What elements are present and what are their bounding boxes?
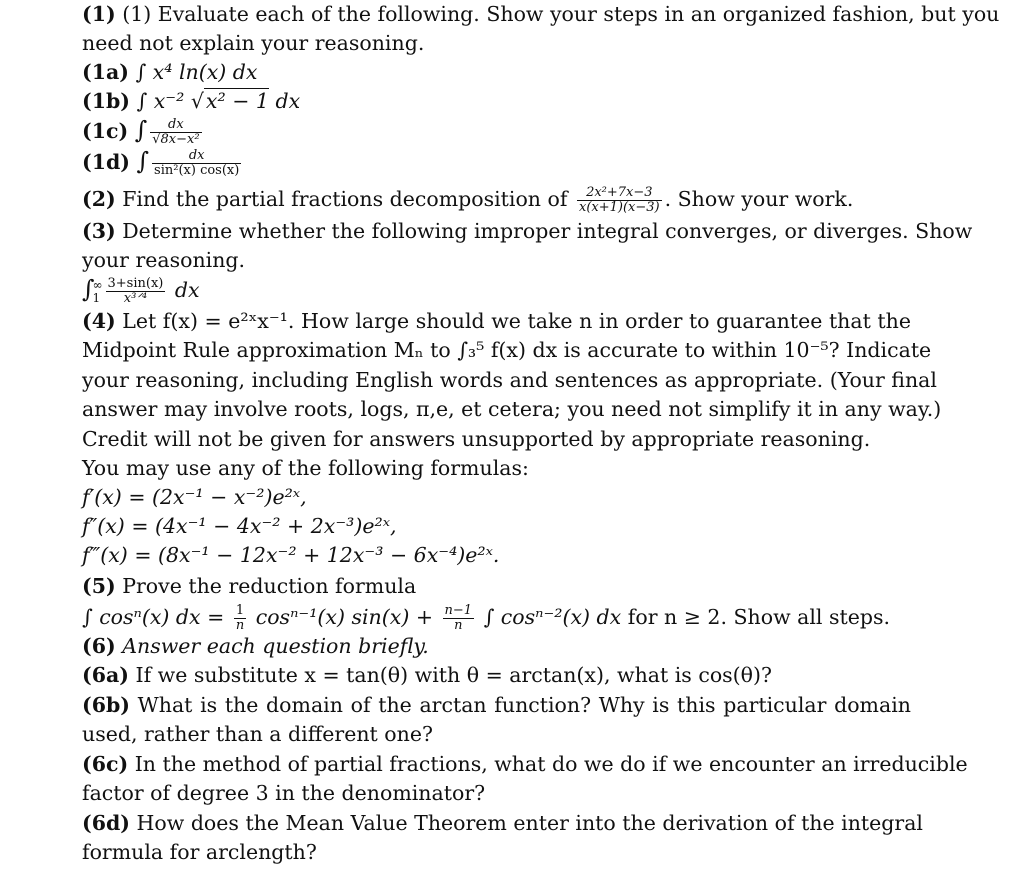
q3-numerator: 3+sin(x) [107, 276, 164, 291]
q1-intro-line1 [82, 2, 1000, 26]
integral-sign: ∫ [136, 147, 150, 175]
q5-formula-b: cosⁿ⁻¹(x) sin(x) + [249, 605, 440, 629]
q5-text: Prove the reduction formula [122, 574, 417, 598]
q1b-label: (1b) [82, 89, 130, 113]
q2-text: Find the partial fractions decomposition of [122, 187, 568, 211]
q3-label: (3) [82, 219, 116, 243]
q1d-label: (1d) [82, 150, 130, 174]
q2-label: (2) [82, 187, 116, 211]
q1c-fraction [150, 118, 201, 147]
q4-line4: answer may involve roots, logs, π,e, et cetera; you need not simplify it in any way.) [82, 397, 942, 421]
q5-line2 [82, 604, 922, 633]
q4-text-1: Let f(x) = e²ˣx⁻¹. How large should we take n in order to guarantee that the [122, 309, 911, 333]
q1c-line [82, 118, 922, 147]
q6b-line1 [82, 693, 911, 717]
q6d-line2: formula for arclength? [82, 840, 317, 864]
q1a-expression: ∫ x⁴ ln(x) dx [135, 60, 258, 84]
formula-first-derivative: f′(x) = (2x⁻¹ − x⁻²)e²ˣ, [82, 485, 307, 509]
q1b-expression-post: dx [268, 89, 301, 113]
q5-frac1-numerator: 1 [234, 604, 246, 619]
q6d-line1 [82, 811, 923, 835]
q5-frac2 [443, 604, 475, 633]
q5-line1 [82, 574, 922, 598]
q1b-line [82, 89, 922, 113]
q6c-text: In the method of partial fractions, what do we do if we encounter an irreducible [134, 752, 968, 776]
q4-line2: Midpoint Rule approximation Mₙ to ∫₃⁵ f(x) dx is accurate to within 10⁻⁵? Indicate [82, 338, 932, 362]
q1c-numerator: dx [150, 118, 201, 133]
q1d-numerator: dx [152, 149, 241, 164]
q3-denominator: x³ᐟ⁴ [123, 291, 148, 306]
q3-dx: dx [174, 278, 200, 302]
q3-upper-limit: ∞ [92, 277, 103, 292]
q6b-line2: used, rather than a different one? [82, 722, 433, 746]
q2-fraction [577, 186, 662, 215]
q1-intro-text: (1) Evaluate each of the following. Show your steps in an organized fashion, but you [122, 2, 1000, 26]
q1d-denominator: sin²(x) cos(x) [154, 163, 240, 178]
q1a-label: (1a) [82, 60, 129, 84]
q1d-fraction [152, 149, 241, 178]
q4-line3: your reasoning, including English words and sentences as appropriate. (Your final [82, 368, 937, 392]
q4-label: (4) [82, 309, 116, 333]
q1c-denominator: √8x−x² [152, 132, 200, 147]
q6-line [82, 634, 922, 658]
q5-formula-c: ∫ cosⁿ⁻²(x) dx [477, 605, 622, 629]
q5-tail: for n ≥ 2. Show all steps. [621, 605, 891, 629]
q3-lower-limit: 1 [92, 290, 101, 305]
q6d-text: How does the Mean Value Theorem enter into the derivation of the integral [136, 811, 923, 835]
q4-line1 [82, 309, 911, 333]
q5-frac2-denominator: n [454, 618, 463, 633]
q3-text: Determine whether the following improper integral converges, or diverges. Show [122, 219, 973, 243]
q1-label: (1) [82, 2, 116, 26]
q1b-radicand: x² − 1 [205, 89, 269, 113]
q1b-expression-pre: ∫ x⁻² √ [136, 89, 204, 113]
q1d-line [82, 149, 922, 178]
q6-label: (6) [82, 634, 116, 658]
q5-formula-a: ∫ cosⁿ(x) dx = [82, 605, 231, 629]
q6b-label: (6b) [82, 693, 130, 717]
q5-frac1-denominator: n [235, 618, 245, 633]
q6a-line [82, 663, 922, 687]
q2-line [82, 186, 922, 215]
integral-sign: ∫ [134, 116, 148, 144]
formula-second-derivative: f″(x) = (4x⁻¹ − 4x⁻² + 2x⁻³)e²ˣ, [82, 514, 397, 538]
q6c-line2: factor of degree 3 in the denominator? [82, 781, 486, 805]
q3-limits [93, 279, 103, 305]
q3-line2: your reasoning. [82, 248, 246, 272]
q6d-label: (6d) [82, 811, 130, 835]
q5-label: (5) [82, 574, 116, 598]
q6c-label: (6c) [82, 752, 129, 776]
q2-denominator: x(x+1)(x−3) [579, 200, 660, 215]
q5-frac2-numerator: n−1 [444, 603, 473, 618]
q3-fraction [106, 277, 166, 306]
q1-intro-line2: need not explain your reasoning. [82, 31, 425, 55]
q2-numerator: 2x²+7x−3 [577, 186, 662, 201]
q2-tail: . Show your work. [664, 187, 854, 211]
q5-frac1 [234, 604, 246, 633]
q3-integral [82, 277, 922, 306]
q4-line5: Credit will not be given for answers unsupported by appropriate reasoning. [82, 427, 871, 451]
q6a-label: (6a) [82, 663, 129, 687]
q6-text: Answer each question briefly. [122, 634, 429, 658]
formula-third-derivative: f‴(x) = (8x⁻¹ − 12x⁻² + 12x⁻³ − 6x⁻⁴)e²ˣ. [82, 543, 500, 567]
q6a-text: If we substitute x = tan(θ) with θ = arctan(x), what is cos(θ)? [135, 663, 773, 687]
q6b-text: What is the domain of the arctan function? Why is this particular domain [137, 693, 911, 717]
integral-sign: ∫ [82, 275, 95, 303]
q1c-label: (1c) [82, 119, 129, 143]
q1a-line [82, 60, 922, 84]
q3-line1 [82, 219, 973, 243]
q6c-line1 [82, 752, 968, 776]
q4-line6: You may use any of the following formulas: [82, 456, 529, 480]
